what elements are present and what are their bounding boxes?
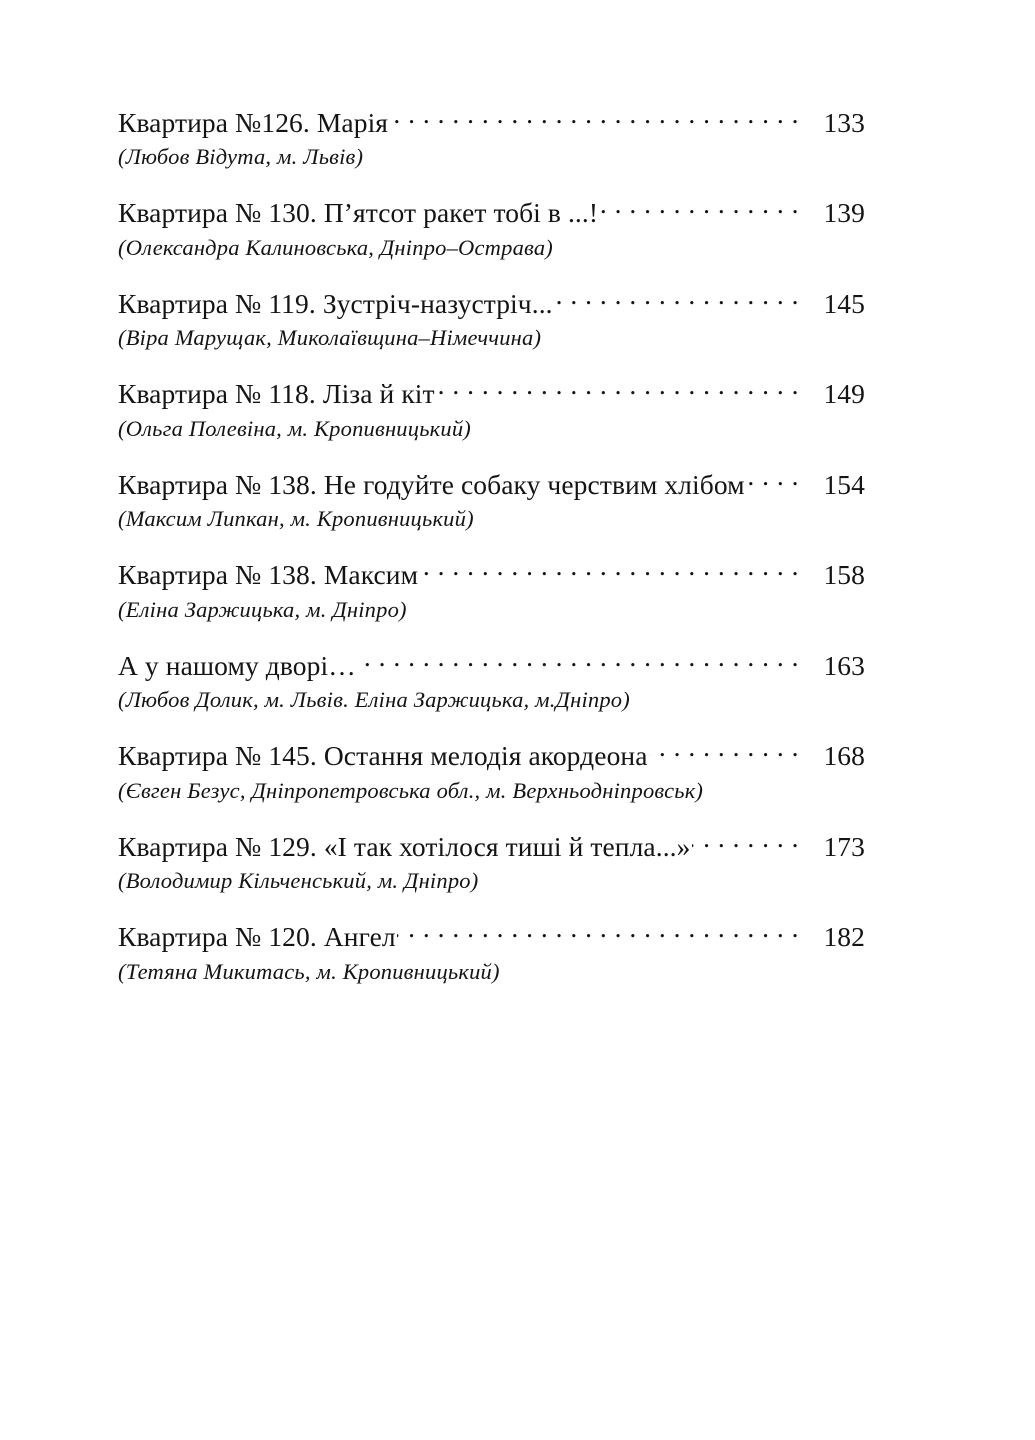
dot-leader: [389, 104, 799, 132]
toc-entry-title: Квартира № 138. Не годуйте собаку черствим хлібом: [118, 468, 745, 500]
dot-leader: [692, 828, 799, 856]
table-of-contents: [118, 104, 865, 986]
toc-entry-line[interactable]: [118, 919, 865, 955]
toc-entry-author: (Володимир Кільченський, м. Дніпро): [118, 868, 479, 894]
dot-leader: [599, 195, 799, 223]
toc-entry-line[interactable]: [118, 195, 865, 231]
toc-entry-line[interactable]: [118, 557, 865, 593]
toc-entry-page-number: 168: [823, 740, 865, 771]
toc-entry-line[interactable]: [118, 828, 865, 864]
toc-entry-page-number: 145: [823, 287, 865, 319]
toc-entry: [118, 738, 865, 806]
toc-entry-title: Квартира № 129. «І так хотілося тиші й тепла...»: [118, 830, 691, 862]
toc-entry: [118, 919, 865, 987]
toc-entry-author: (Євген Безус, Дніпропетровська обл., м. Верхньодніпровськ): [118, 777, 704, 803]
dot-leader: [649, 738, 799, 766]
toc-entry-title: Квартира № 119. Зустріч-назустріч...: [118, 287, 553, 319]
toc-entry-title: Квартира № 118. Ліза й кіт: [118, 378, 435, 409]
toc-entry-page-number: 173: [823, 830, 865, 862]
toc-entry: [118, 828, 865, 896]
toc-entry: [118, 466, 865, 534]
toc-entry-title: Квартира № 138. Максим: [118, 559, 419, 590]
toc-entry-author: (Ольга Полевіна, м. Кропивницький): [118, 415, 471, 441]
toc-entry: [118, 195, 865, 263]
toc-entry-page-number: 163: [823, 649, 865, 681]
toc-entry-title: Квартира № 130. П’ятсот ракет тобі в ...!: [118, 197, 599, 228]
toc-entry-page-number: 149: [823, 378, 865, 409]
toc-entry-author: (Любов Відута, м. Львів): [118, 144, 364, 170]
dot-leader: [419, 557, 799, 585]
toc-entry: [118, 376, 865, 444]
toc-entry-title: Квартира №126. Марія: [118, 106, 389, 138]
toc-entry-line[interactable]: [118, 738, 865, 774]
toc-entry-page-number: 139: [823, 197, 865, 228]
toc-entry-line[interactable]: [118, 466, 865, 502]
toc-entry-title: Квартира № 120. Ангел: [118, 921, 396, 952]
toc-entry-page-number: 182: [823, 921, 865, 952]
dot-leader: [357, 647, 799, 675]
toc-entry-page-number: 154: [823, 468, 865, 500]
toc-entry-author: (Максим Липкан, м. Кропивницький): [118, 506, 474, 532]
toc-entry-line[interactable]: [118, 285, 865, 321]
toc-entry-page-number: 133: [823, 106, 865, 138]
dot-leader: [436, 376, 799, 404]
toc-entry-line[interactable]: [118, 376, 865, 412]
toc-entry-author: (Віра Марущак, Миколаївщина–Німеччина): [118, 325, 542, 351]
toc-entry: [118, 285, 865, 353]
toc-entry-author: (Любов Долик, м. Львів. Еліна Заржицька, м.Дніпро): [118, 687, 630, 713]
toc-entry: [118, 557, 865, 625]
toc-entry-page-number: 158: [823, 559, 865, 590]
toc-entry-title: Квартира № 145. Остання мелодія акордеона: [118, 740, 648, 771]
toc-entry-author: (Олександра Калиновська, Дніпро–Острава): [118, 234, 553, 260]
dot-leader: [554, 285, 799, 313]
toc-entry-line[interactable]: [118, 104, 865, 140]
dot-leader: [397, 919, 799, 947]
toc-entry-title: А у нашому дворі…: [118, 649, 356, 681]
toc-entry-author: (Тетяна Микитась, м. Кропивницький): [118, 958, 500, 984]
toc-entry-author: (Еліна Заржицька, м. Дніпро): [118, 596, 407, 622]
toc-entry: [118, 647, 865, 715]
dot-leader: [746, 466, 799, 494]
toc-entry-line[interactable]: [118, 647, 865, 683]
toc-entry: [118, 104, 865, 172]
